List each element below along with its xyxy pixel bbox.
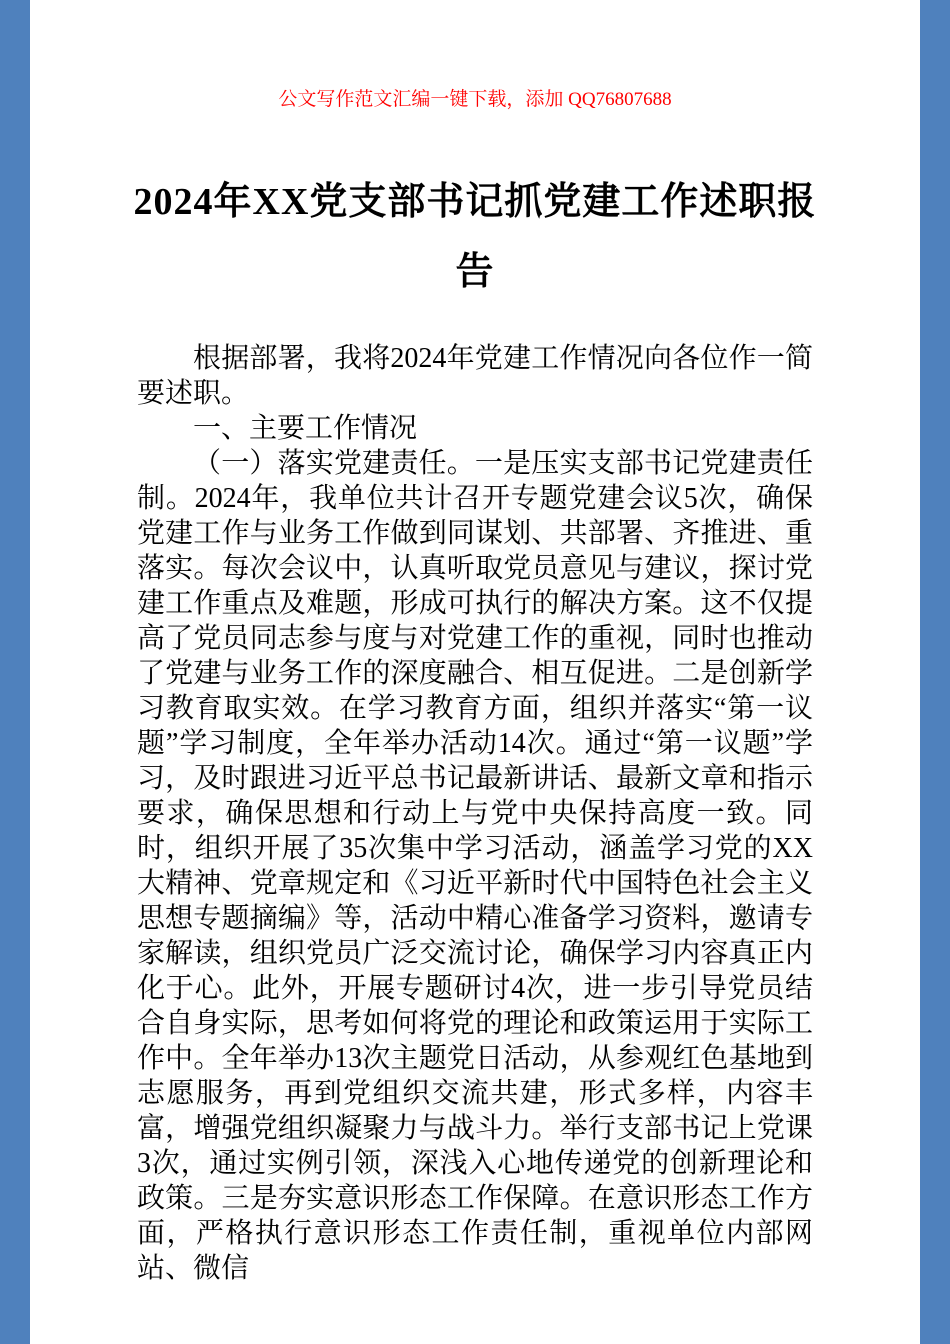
page-border-left xyxy=(0,0,30,1344)
page-border-right xyxy=(920,0,950,1344)
paragraph-main-content: （一）落实党建责任。一是压实支部书记党建责任制。2024年，我单位共计召开专题党建会议5次，确保党建工作与业务工作做到同谋划、共部署、齐推进、重落实。每次会议中，认真听取党员意见与建议，探讨党建工作重点及难题，形成可执行的解决方案。这不仅提高了党员同志参与度与对党建工作的重视，同时也推动了党建与业务工作的深度融合、相互促进。二是创新学习教育取实效。在学习教育方面，组织并落实“第一议题”学习制度，全年举办活动14次。通过“第一议题”学习，及时跟进习近平总书记最新讲话、最新文章和指示要求，确保思想和行动上与党中央保持高度一致。同时，组织开展了35次集中学习活动，涵盖学习党的XX大精神、党章规定和《习近平新时代中国特色社会主义思想专题摘编》等，活动中精心准备学习资料，邀请专家解读，组织党员广泛交流讨论，确保学习内容真正内化于心。此外，开展专题研讨4次，进一步引导党员结合自身实际，思考如何将党的理论和政策运用于实际工作中。全年举办13次主题党日活动，从参观红色基地到志愿服务，再到党组织交流共建，形式多样，内容丰富，增强党组织凝聚力与战斗力。举行支部书记上党课3次，通过实例引领，深浅入心地传递党的创新理论和政策。三是夯实意识形态工作保障。在意识形态工作方面，严格执行意识形态工作责任制，重视单位内部网站、微信 xyxy=(137,448,813,1284)
paragraph-intro: 根据部署，我将2024年党建工作情况向各位作一简要述职。 xyxy=(137,343,813,409)
promo-notice: 公文写作范文汇编一键下载，添加 QQ76807688 xyxy=(278,89,672,110)
document-body xyxy=(30,0,920,1344)
document-text xyxy=(137,341,813,1286)
document-title: 2024年XX党支部书记抓党建工作述职报告 xyxy=(133,181,817,293)
paragraph-section-heading: 一、主要工作情况 xyxy=(193,413,418,444)
